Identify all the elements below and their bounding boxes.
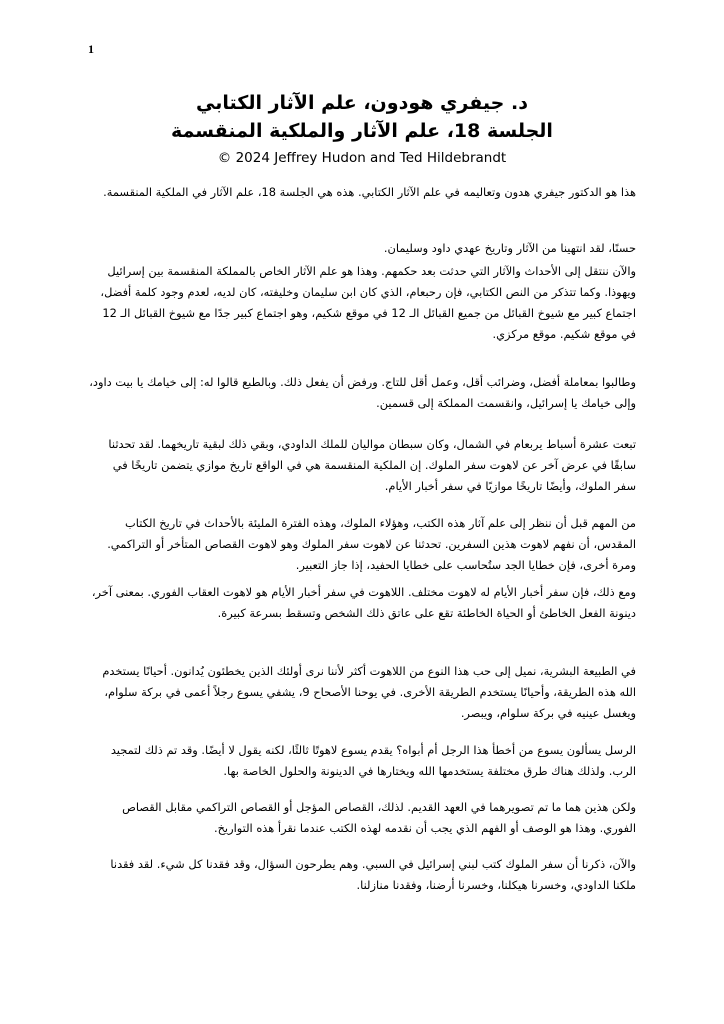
- paragraph: تبعت عشرة أسباط يربعام في الشمال، وكان سبطان مواليان للملك الداودي، وبقي ذلك لبقية تاريخهما. لقد تحدثنا سابقًا في عرض آخر عن لاهوت سفر الملوك. إن الملكية المنقسمة هي في الواقع تاريخ موازي يتضمن تاريخًا في سفر الملوك، وأيضًا تاريخًا موازيًا في سفر أخبار الأيام.: [108, 437, 636, 493]
- paragraph: ومع ذلك، فإن سفر أخبار الأيام له لاهوت مختلف. اللاهوت في سفر أخبار الأيام هو لاهوت العقاب الفوري. بمعنى آخر، دينونة الفعل الخاطئ أو الحياة الخاطئة تقع على عاتق ذلك الشخص وتسقط بسرعة كبيرة.: [91, 585, 636, 620]
- paragraph: الرسل يسألون يسوع من أخطأ هذا الرجل أم أبواه؟ يقدم يسوع لاهوتًا ثالثًا، لكنه يقول لا أيضًا. وقد تم ذلك لتمجيد الرب. ولذلك هناك طرق مختلفة يستخدمها الله ويختارها في الدينونة والحلول الخاصة بها.: [110, 743, 636, 778]
- paragraph: هذا هو الدكتور جيفري هدون وتعاليمه في علم الآثار الكتابي. هذه هي الجلسة 18، علم الآثار في الملكية المنقسمة.: [103, 185, 636, 199]
- document-subtitle: الجلسة 18، علم الآثار والملكية المنقسمة: [171, 120, 553, 142]
- paragraph: حسنًا، لقد انتهينا من الآثار وتاريخ عهدي داود وسليمان.: [383, 241, 636, 255]
- paragraph: والآن ننتقل إلى الأحداث والآثار التي حدثت بعد حكمهم. وهذا هو علم الآثار الخاص بالمملكة المنقسمة بين إسرائيل ويهوذا. وكما تتذكر من النص الكتابي، فإن رحبعام، الذي كان ابن سليمان وخليفته، كان لديه، لعدم وجود كلمة أفضل، اجتماع كبير مع شيوخ القبائل من جميع القبائل الـ 12 في موقع شكيم، وهو اجتماع كبير جدًا مع شيوخ القبائل الـ 12 في موقع شكيم. موقع مركزي.: [100, 264, 636, 341]
- paragraph: والآن، ذكرنا أن سفر الملوك كتب لبني إسرائيل في السبي. وهم يطرحون السؤال، وقد فقدنا كل شيء. لقد فقدنا ملكنا الداودي، وخسرنا هيكلنا، وخسرنا أرضنا، وفقدنا منازلنا.: [110, 857, 636, 892]
- paragraph: وطالبوا بمعاملة أفضل، وضرائب أقل، وعمل أقل للتاج. ورفض أن يفعل ذلك. وبالطبع قالوا له: إلى خيامك يا بيت داود، وإلى خيامك يا إسرائيل، وانقسمت المملكة إلى قسمين.: [89, 375, 636, 410]
- paragraph: في الطبيعة البشرية، نميل إلى حب هذا النوع من اللاهوت أكثر لأننا نرى أولئك الذين يخطئون يُدانون. أحيانًا يستخدم الله هذه الطريقة، وأحيانًا يستخدم الطريقة الأخرى. في يوحنا الأصحاح 9، يشفي يسوع رجلاً أعمى في بركة سلوام، ويغسل عينيه في بركة سلوام، ويبصر.: [102, 664, 636, 720]
- copyright-line: © 2024 Jeffrey Hudon and Ted Hildebrandt: [217, 150, 507, 166]
- page-number: 1: [88, 42, 94, 56]
- document-title: د. جيفري هودون، علم الآثار الكتابي: [196, 92, 528, 114]
- paragraph: من المهم قبل أن ننظر إلى علم آثار هذه الكتب، وهؤلاء الملوك، وهذه الفترة المليئة بالأحداث في تاريخ الكتاب المقدس، أن نفهم لاهوت هذين السفرين. تحدثنا عن لاهوت سفر الملوك وهو لاهوت القصاص المتأخر أو التراكمي. ومرة أخرى، فإن خطايا الجد ستُحاسب على خطايا الحفيد، إذا جاز التعبير.: [107, 516, 636, 572]
- paragraph: ولكن هذين هما ما تم تصويرهما في العهد القديم. لذلك، القصاص المؤجل أو القصاص التراكمي مقابل القصاص الفوري. وهذا هو الوصف أو الفهم الذي يجب أن نقدمه لهذه الكتب عندما نقرأ هذه التواريخ.: [122, 800, 636, 835]
